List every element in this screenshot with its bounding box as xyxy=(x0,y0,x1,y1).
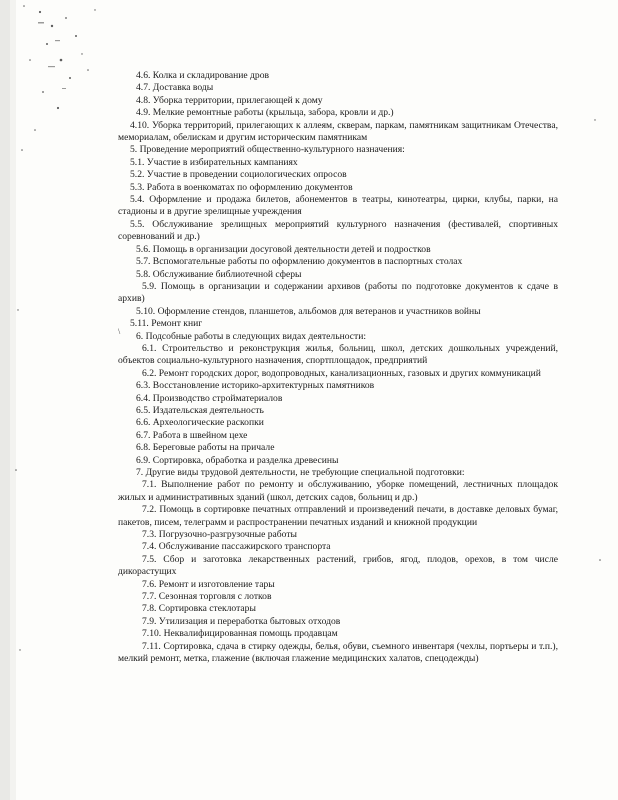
list-item: 4.8. Уборка территории, прилегающей к дому xyxy=(136,94,323,106)
list-item: 6.1. Строительство и реконструкция жилья, больниц, школ, детских дошкольных учреждений, объектов социально-культурного назначения, спортплощадок, предприятий xyxy=(118,342,558,367)
list-item: 5.8. Обслуживание библиотечной сферы xyxy=(136,268,302,280)
list-item: 7.3. Погрузочно-разгрузочные работы xyxy=(142,529,297,541)
list-item: 7.9. Утилизация и переработка бытовых отходов xyxy=(142,615,341,627)
list-item: 5.7. Вспомогательные работы по оформлению документов в паспортных столах xyxy=(136,256,463,268)
list-item: 7.11. Сортировка, сдача в стирку одежды, белья, обуви, съемного инвентаря (чехлы, портьеры и т.п.), мелкий ремонт, метка, глажение (включая глажение медицинских халатов, спецодежды) xyxy=(118,640,558,665)
list-item: 5.4. Оформление и продажа билетов, абонементов в театры, кинотеатры, цирки, клубы, парки, на стадионы и в другие зрелищные учреждения xyxy=(118,194,558,218)
list-item: 6.9. Сортировка, обработка и разделка древесины xyxy=(136,454,339,466)
list-item: 5.10. Оформление стендов, планшетов, альбомов для ветеранов и участников войны xyxy=(136,305,481,317)
section-heading: 7. Другие виды трудовой деятельности, не требующие специальной подготовки: xyxy=(136,467,465,478)
document-body xyxy=(118,70,558,666)
list-item: 7.2. Помощь в сортировке печатных отправлений и произведений печати, в доставке деловых бумаг, пакетов, писем, телеграмм и распространении печатных изданий и книжной продукции xyxy=(118,504,558,528)
list-item: 6.4. Производство стройматериалов xyxy=(136,392,283,404)
list-item: 6.8. Береговые работы на причале xyxy=(136,442,275,454)
list-item: 7.6. Ремонт и изготовление тары xyxy=(142,578,275,590)
svg-text:\: \ xyxy=(118,327,121,336)
list-item: 6.7. Работа в швейном цехе xyxy=(136,429,248,441)
list-item: 7.7. Сезонная торговля с лотков xyxy=(142,591,272,603)
list-item: 5.11. Ремонт книг xyxy=(130,318,203,330)
list-item: 4.7. Доставка воды xyxy=(136,82,214,94)
list-item: 7.10. Неквалифицированная помощь продавцам xyxy=(142,628,338,640)
list-item: 7.5. Сбор и заготовка лекарственных растений, грибов, ягод, плодов, орехов, в том числе дикорастущих xyxy=(118,553,558,578)
list-item: 6.2. Ремонт городских дорог, водопроводных, канализационных, газовых и других коммуникаций xyxy=(142,367,541,379)
section-heading: 5. Проведение мероприятий общественно-культурного назначения: xyxy=(130,144,405,156)
list-item: 5.3. Работа в военкоматах по оформлению документов xyxy=(130,181,353,193)
list-item: 5.9. Помощь в организации и содержании архивов (работы по подготовке документов к сдаче в архив) xyxy=(118,280,558,305)
list-item: 4.10. Уборка территорий, прилегающих к аллеям, скверам, паркам, памятникам защитникам Отечества, мемориалам, обелискам и другим историческим памятникам xyxy=(118,119,558,144)
list-item: 5.5. Обслуживание зрелищных мероприятий культурного назначения (фестивалей, спортивных соревнований и др.) xyxy=(118,218,558,243)
list-item: 5.2. Участие в проведении социологических опросов xyxy=(130,169,347,181)
section-heading: 6. Подсобные работы в следующих видах деятельности: xyxy=(136,330,366,342)
list-item: 6.3. Восстановление историко-архитектурных памятников xyxy=(136,380,375,392)
list-item: 7.4. Обслуживание пассажирского транспорта xyxy=(142,541,331,553)
list-item: 4.6. Колка и складирование дров xyxy=(136,70,270,81)
list-item: 5.6. Помощь в организации досуговой деятельности детей и подростков xyxy=(136,243,431,255)
list-item: 5.1. Участие в избирательных кампаниях xyxy=(130,156,298,168)
list-item: 6.5. Издательская деятельность xyxy=(136,404,264,416)
list-item: 4.9. Мелкие ремонтные работы (крыльца, забора, кровли и др.) xyxy=(136,107,394,119)
list-item: 7.1. Выполнение работ по ремонту и обслуживанию, уборке помещений, лестничных площадок жилых и административных зданий (школ, детских садов, больниц и др.) xyxy=(118,479,558,503)
list-item: 7.8. Сортировка стеклотары xyxy=(142,603,256,615)
list-item: 6.6. Археологические раскопки xyxy=(136,417,264,429)
